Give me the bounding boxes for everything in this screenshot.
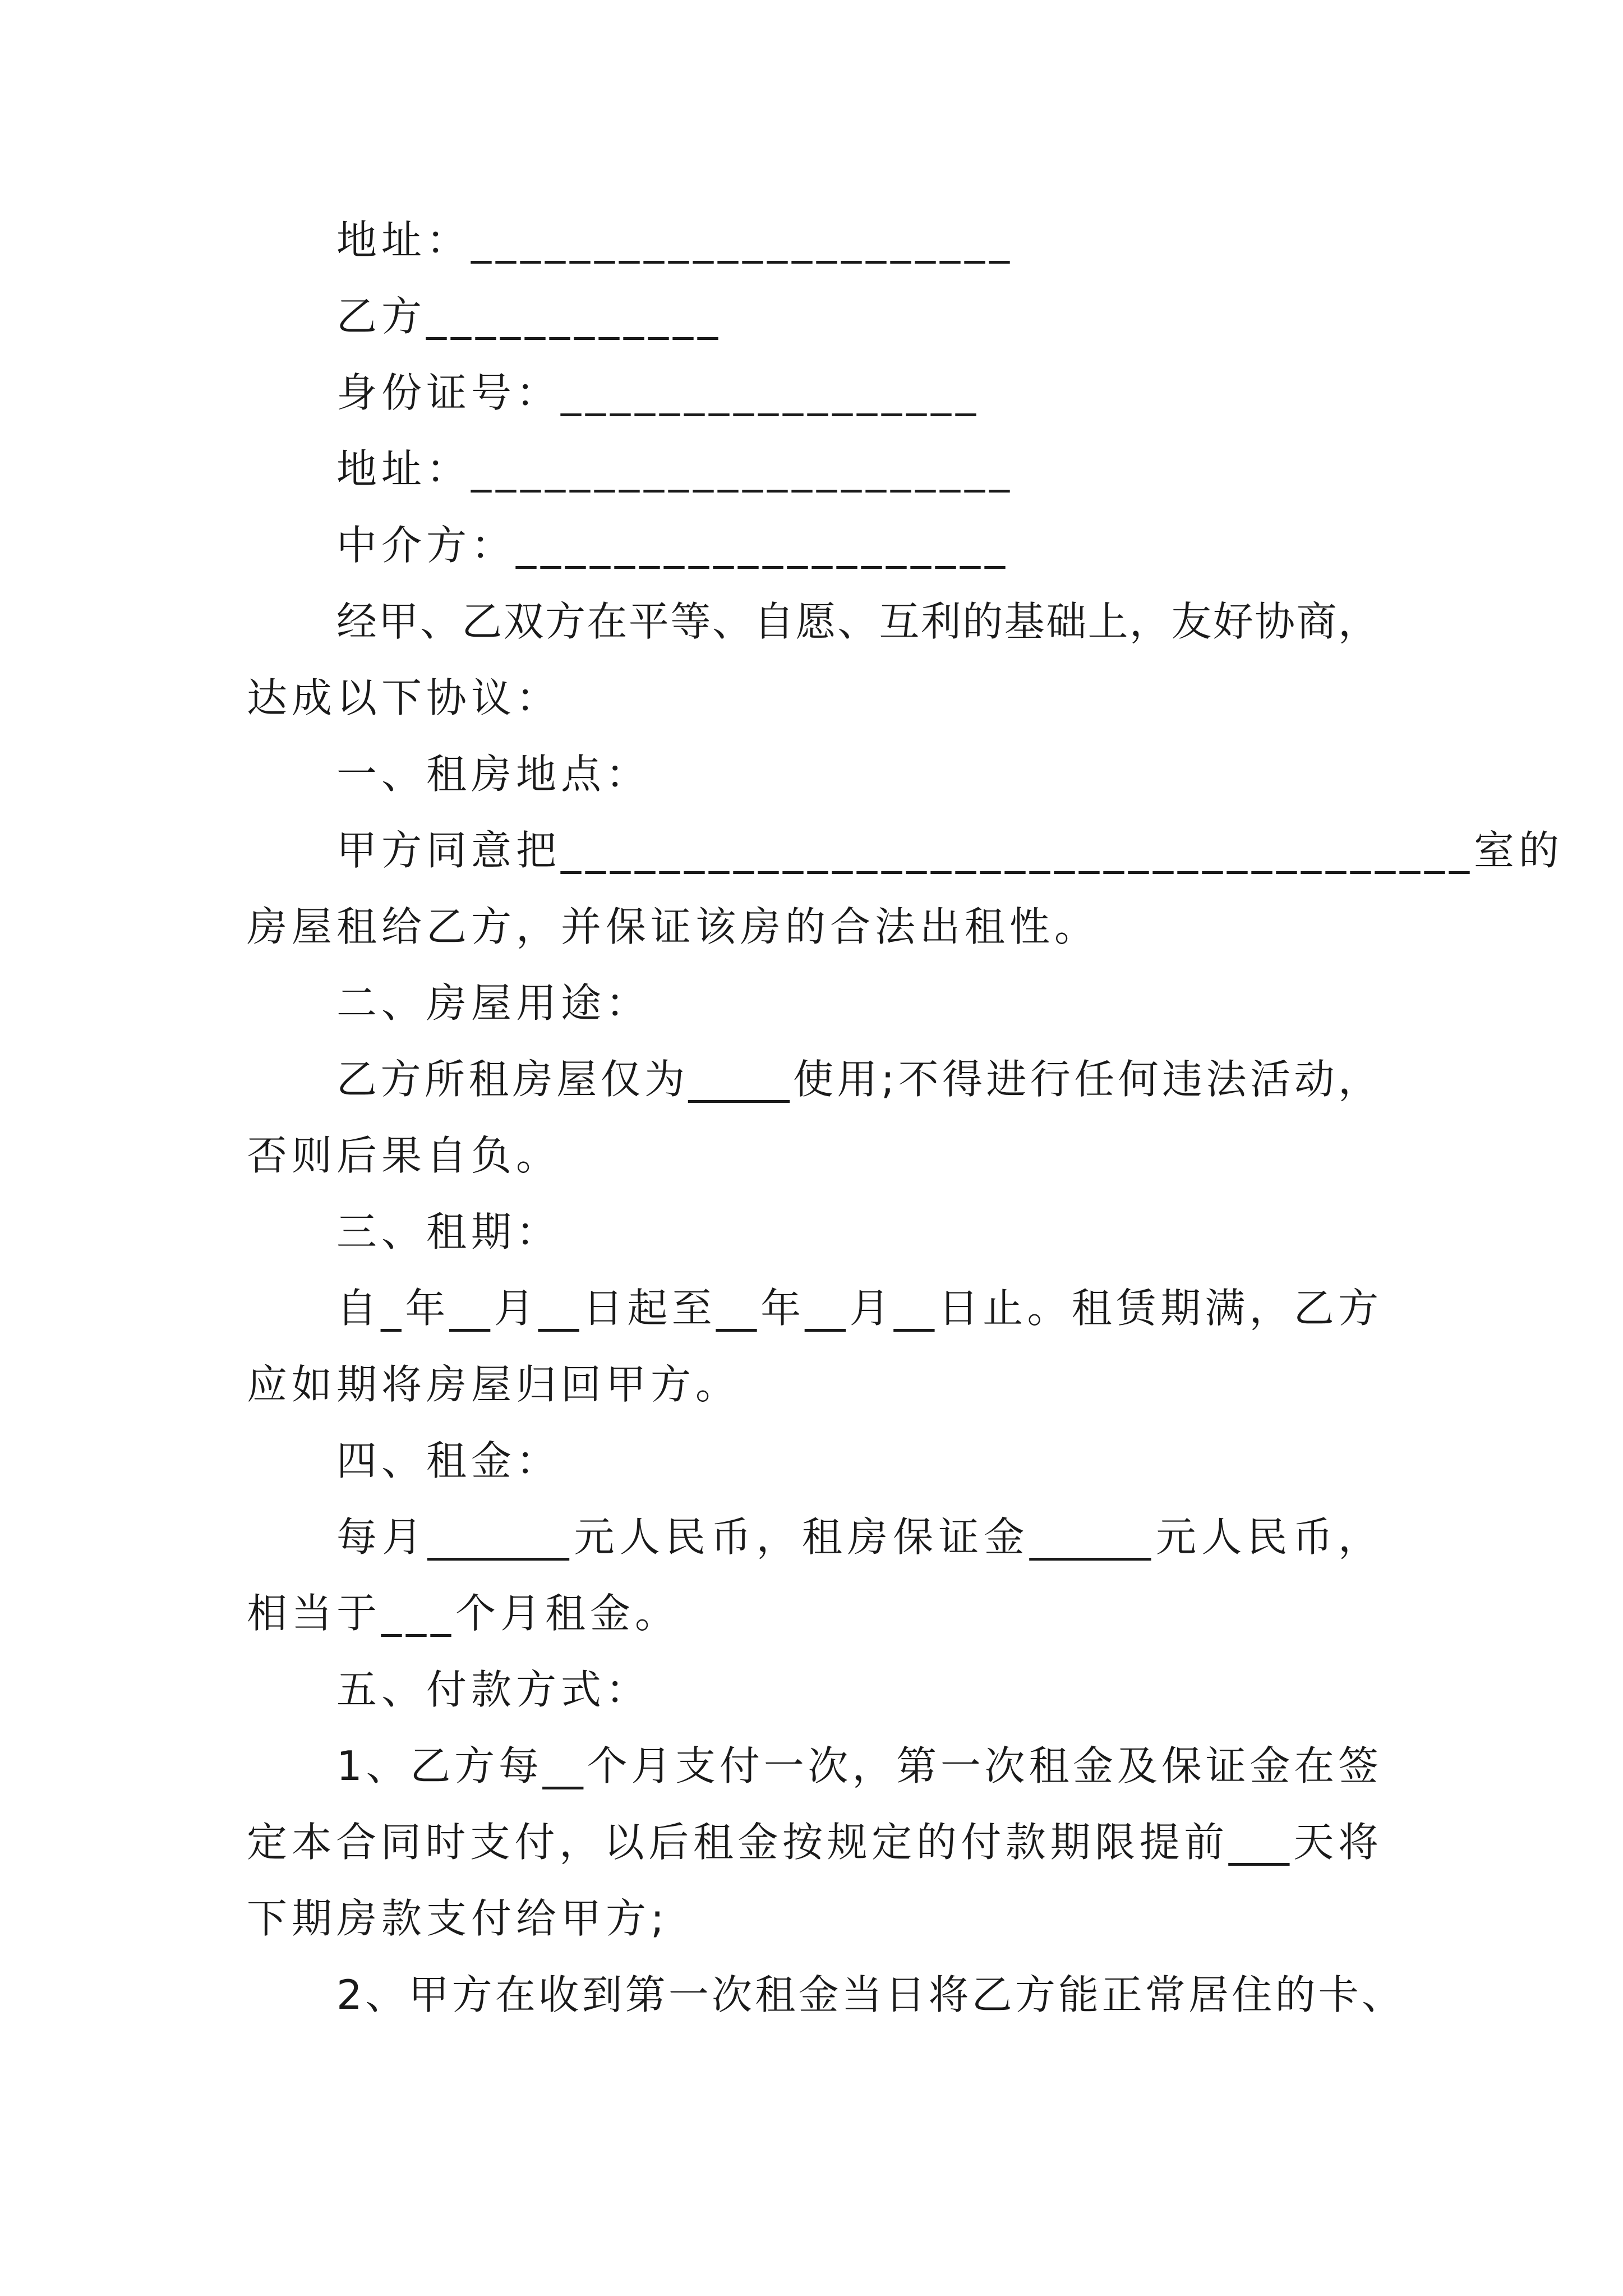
payment-clause-2-line-1: 2、甲方在收到第一次租金当日将乙方能正常居住的卡、 xyxy=(336,1971,1402,2018)
id-number-label: 身份证号： xyxy=(336,369,561,416)
location-suffix: 室的 xyxy=(1474,827,1564,874)
use-line-2: 否则后果自负。 xyxy=(247,1132,561,1179)
id-number-blank: _________________ xyxy=(561,369,981,416)
section-heading-rent: 四、租金： xyxy=(336,1437,561,1484)
preamble-line-2: 达成以下协议： xyxy=(247,674,561,721)
address-line-party-b xyxy=(336,443,1014,495)
payment-clause-1-line-3: 下期房款支付给甲方; xyxy=(247,1895,669,1942)
party-b-blank: ____________ xyxy=(426,293,723,340)
rent-line-2: 相当于___个月租金。 xyxy=(247,1590,680,1637)
section-heading-use: 二、房屋用途： xyxy=(336,979,651,1027)
location-blank: _____________________________________ xyxy=(561,827,1474,874)
section-heading-term: 三、租期： xyxy=(336,1208,561,1255)
address-blank: ______________________ xyxy=(471,445,1015,493)
use-line-1: 乙方所租房屋仅为_____使用;不得进行任何违法活动， xyxy=(336,1056,1378,1103)
section-heading-location: 一、租房地点： xyxy=(336,751,651,798)
party-b-line xyxy=(336,291,722,342)
party-b-label: 乙方 xyxy=(336,293,427,340)
location-prefix: 甲方同意把 xyxy=(336,827,561,874)
address-line-party-a xyxy=(336,214,1014,266)
preamble-line-1: 经甲、乙双方在平等、自愿、互利的基础上，友好协商， xyxy=(336,598,1378,645)
agent-label: 中介方： xyxy=(336,522,517,569)
id-number-line xyxy=(336,367,980,418)
term-line-2: 应如期将房屋归回甲方。 xyxy=(247,1361,741,1408)
agent-blank: ____________________ xyxy=(516,522,1010,569)
location-line-2: 房屋租给乙方，并保证该房的合法出租性。 xyxy=(247,903,1100,950)
location-line-1 xyxy=(336,825,1564,876)
term-line-1: 自_年__月__日起至__年__月__日止。租赁期满，乙方 xyxy=(336,1285,1378,1332)
payment-clause-1-line-2: 定本合同时支付，以后租金按规定的付款期限提前___天将 xyxy=(247,1819,1378,1866)
section-heading-payment: 五、付款方式： xyxy=(336,1666,651,1713)
payment-clause-1-line-1: 1、乙方每__个月支付一次，第一次租金及保证金在签 xyxy=(336,1742,1378,1789)
address-blank: ______________________ xyxy=(471,217,1015,264)
address-label: 地址： xyxy=(336,445,472,493)
agent-line xyxy=(336,519,1009,571)
rent-line-1: 每月_______元人民币，租房保证金______元人民币， xyxy=(336,1513,1378,1561)
address-label: 地址： xyxy=(336,217,472,264)
